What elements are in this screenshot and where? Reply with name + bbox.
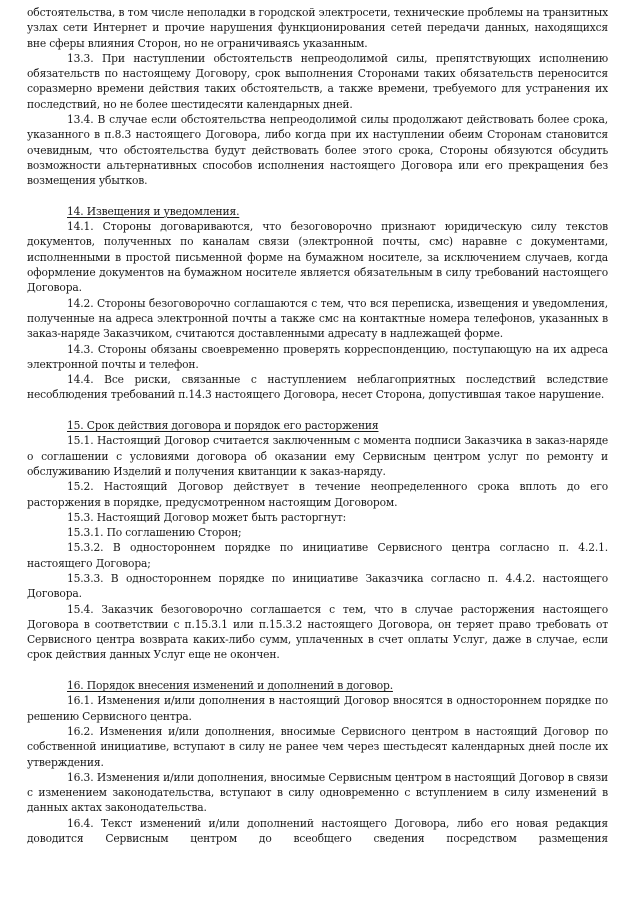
clause-16-4: 16.4. Текст изменений и/или дополнений настоящего Договора, либо его новая редакция доводится Сервисным центром до всеобщего сведения посредством размещения — [27, 816, 608, 846]
clause-15-1: 15.1. Настоящий Договор считается заключенным с момента подписи Заказчика в заказ-наряде о соглашении с условиями договора об оказании ему Сервисным центром услуг по ремонту и обслуживанию Изделий и получения квитанции к заказ-наряду. — [27, 434, 608, 478]
clause-15-2: 15.2. Настоящий Договор действует в течение неопределенного срока вплоть до его расторжения в порядке, предусмотренном настоящим Договором. — [27, 480, 608, 509]
clause-16-3: 16.3. Изменения и/или дополнения, вносимые Сервисным центром в настоящий Договор в связи с изменением законодательства, вступают в силу одновременно с вступлением в силу изменений в данных актах законодательства. — [27, 770, 608, 815]
section-15-heading: 15. Срок действия договора и порядок его расторжения — [67, 419, 379, 433]
clause-13-4: 13.4. В случае если обстоятельства непреодолимой силы продолжают действовать более срока, указанного в п.8.3 настоящего Договора, либо когда при их наступлении обеим Сторонам становится очевидным, что обстоятельства будут действовать более этого срока, Стороны обязуются обсудить возможности альтернативных способов исполнения настоящего Договора или его прекращения без возмещения убытков. — [27, 113, 608, 188]
clause-14-1: 14.1. Стороны договариваются, что безоговорочно признают юридическую силу текстов документов, полученных по каналам связи (электронной почты, смс) наравне с документами, исполненными в простой письменной форме на бумажном носителе, за исключением случаев, когда оформление документов на бумажном носителе является обязательным в силу требований настоящего Договора. — [27, 220, 608, 295]
clause-15-3-3: 15.3.3. В одностороннем порядке по инициативе Заказчика согласно п. 4.4.2. настоящего Договора. — [27, 571, 608, 601]
section-16-heading: 16. Порядок внесения изменений и дополнений в договор. — [67, 679, 393, 693]
clause-16-2: 16.2. Изменения и/или дополнения, вносимые Сервисного центром в настоящий Договор по собственной инициативе, вступают в силу не ранее чем через шестьдесят календарных дней после их утверждения. — [27, 724, 608, 769]
clause-16-1: 16.1. Изменения и/или дополнения в настоящий Договор вносятся в одностороннем порядке по решению Сервисного центра. — [27, 694, 608, 723]
clause-15-3-2: 15.3.2. В одностороннем порядке по инициативе Сервисного центра согласно п. 4.2.1. настоящего Договора; — [27, 541, 608, 570]
clause-14-3: 14.3. Стороны обязаны своевременно проверять корреспонденцию, поступающую на их адреса электронной почты и телефон. — [27, 342, 608, 371]
section-gap — [27, 189, 608, 204]
section-13-continuation: обстоятельства, в том числе неполадки в городской электросети, технические проблемы на транзитных узлах сети Интернет и прочие нарушения функционирования сетей передачи данных, находящихся вне сферы влияния Сторон, но не ограничиваясь указанным. — [27, 6, 608, 50]
clause-14-2: 14.2. Стороны безоговорочно соглашаются с тем, что вся переписка, извещения и уведомления, полученные на адреса электронной почты а также смс на контактные номера телефонов, указанных в заказ-наряде Заказчиком, считаются доставленными адресату в надлежащей форме. — [27, 296, 608, 341]
clause-13-3: 13.3. При наступлении обстоятельств непреодолимой силы, препятствующих исполнению обязательств по настоящему Договору, срок выполнения Сторонами таких обязательств переносится соразмерно времени действия таких обстоятельств, а также времени, требуемого для устранения их последствий, но не более шестидесяти календарных дней. — [27, 51, 608, 111]
clause-15-4: 15.4. Заказчик безоговорочно соглашается с тем, что в случае расторжения настоящего Договора в соответствии с п.15.3.1 или п.15.3.2 настоящего Договора, он теряет право требовать от Сервисного центра возврата каких-либо сумм, уплаченных в счет оплаты Услуг, даже в случае, если срок действия данных Услуг еще не окончен. — [27, 602, 608, 662]
section-gap — [27, 403, 608, 418]
clause-14-4: 14.4. Все риски, связанные с наступлением неблагоприятных последствий вследствие несоблюдения требований п.14.3 настоящего Договора, несет Сторона, допустившая такое нарушение. — [27, 373, 608, 402]
clause-15-3-1: 15.3.1. По соглашению Сторон; — [67, 526, 242, 540]
section-gap — [27, 663, 608, 678]
section-14-heading: 14. Извещения и уведомления. — [67, 204, 240, 218]
clause-15-3: 15.3. Настоящий Договор может быть расторгнут: — [67, 510, 347, 524]
